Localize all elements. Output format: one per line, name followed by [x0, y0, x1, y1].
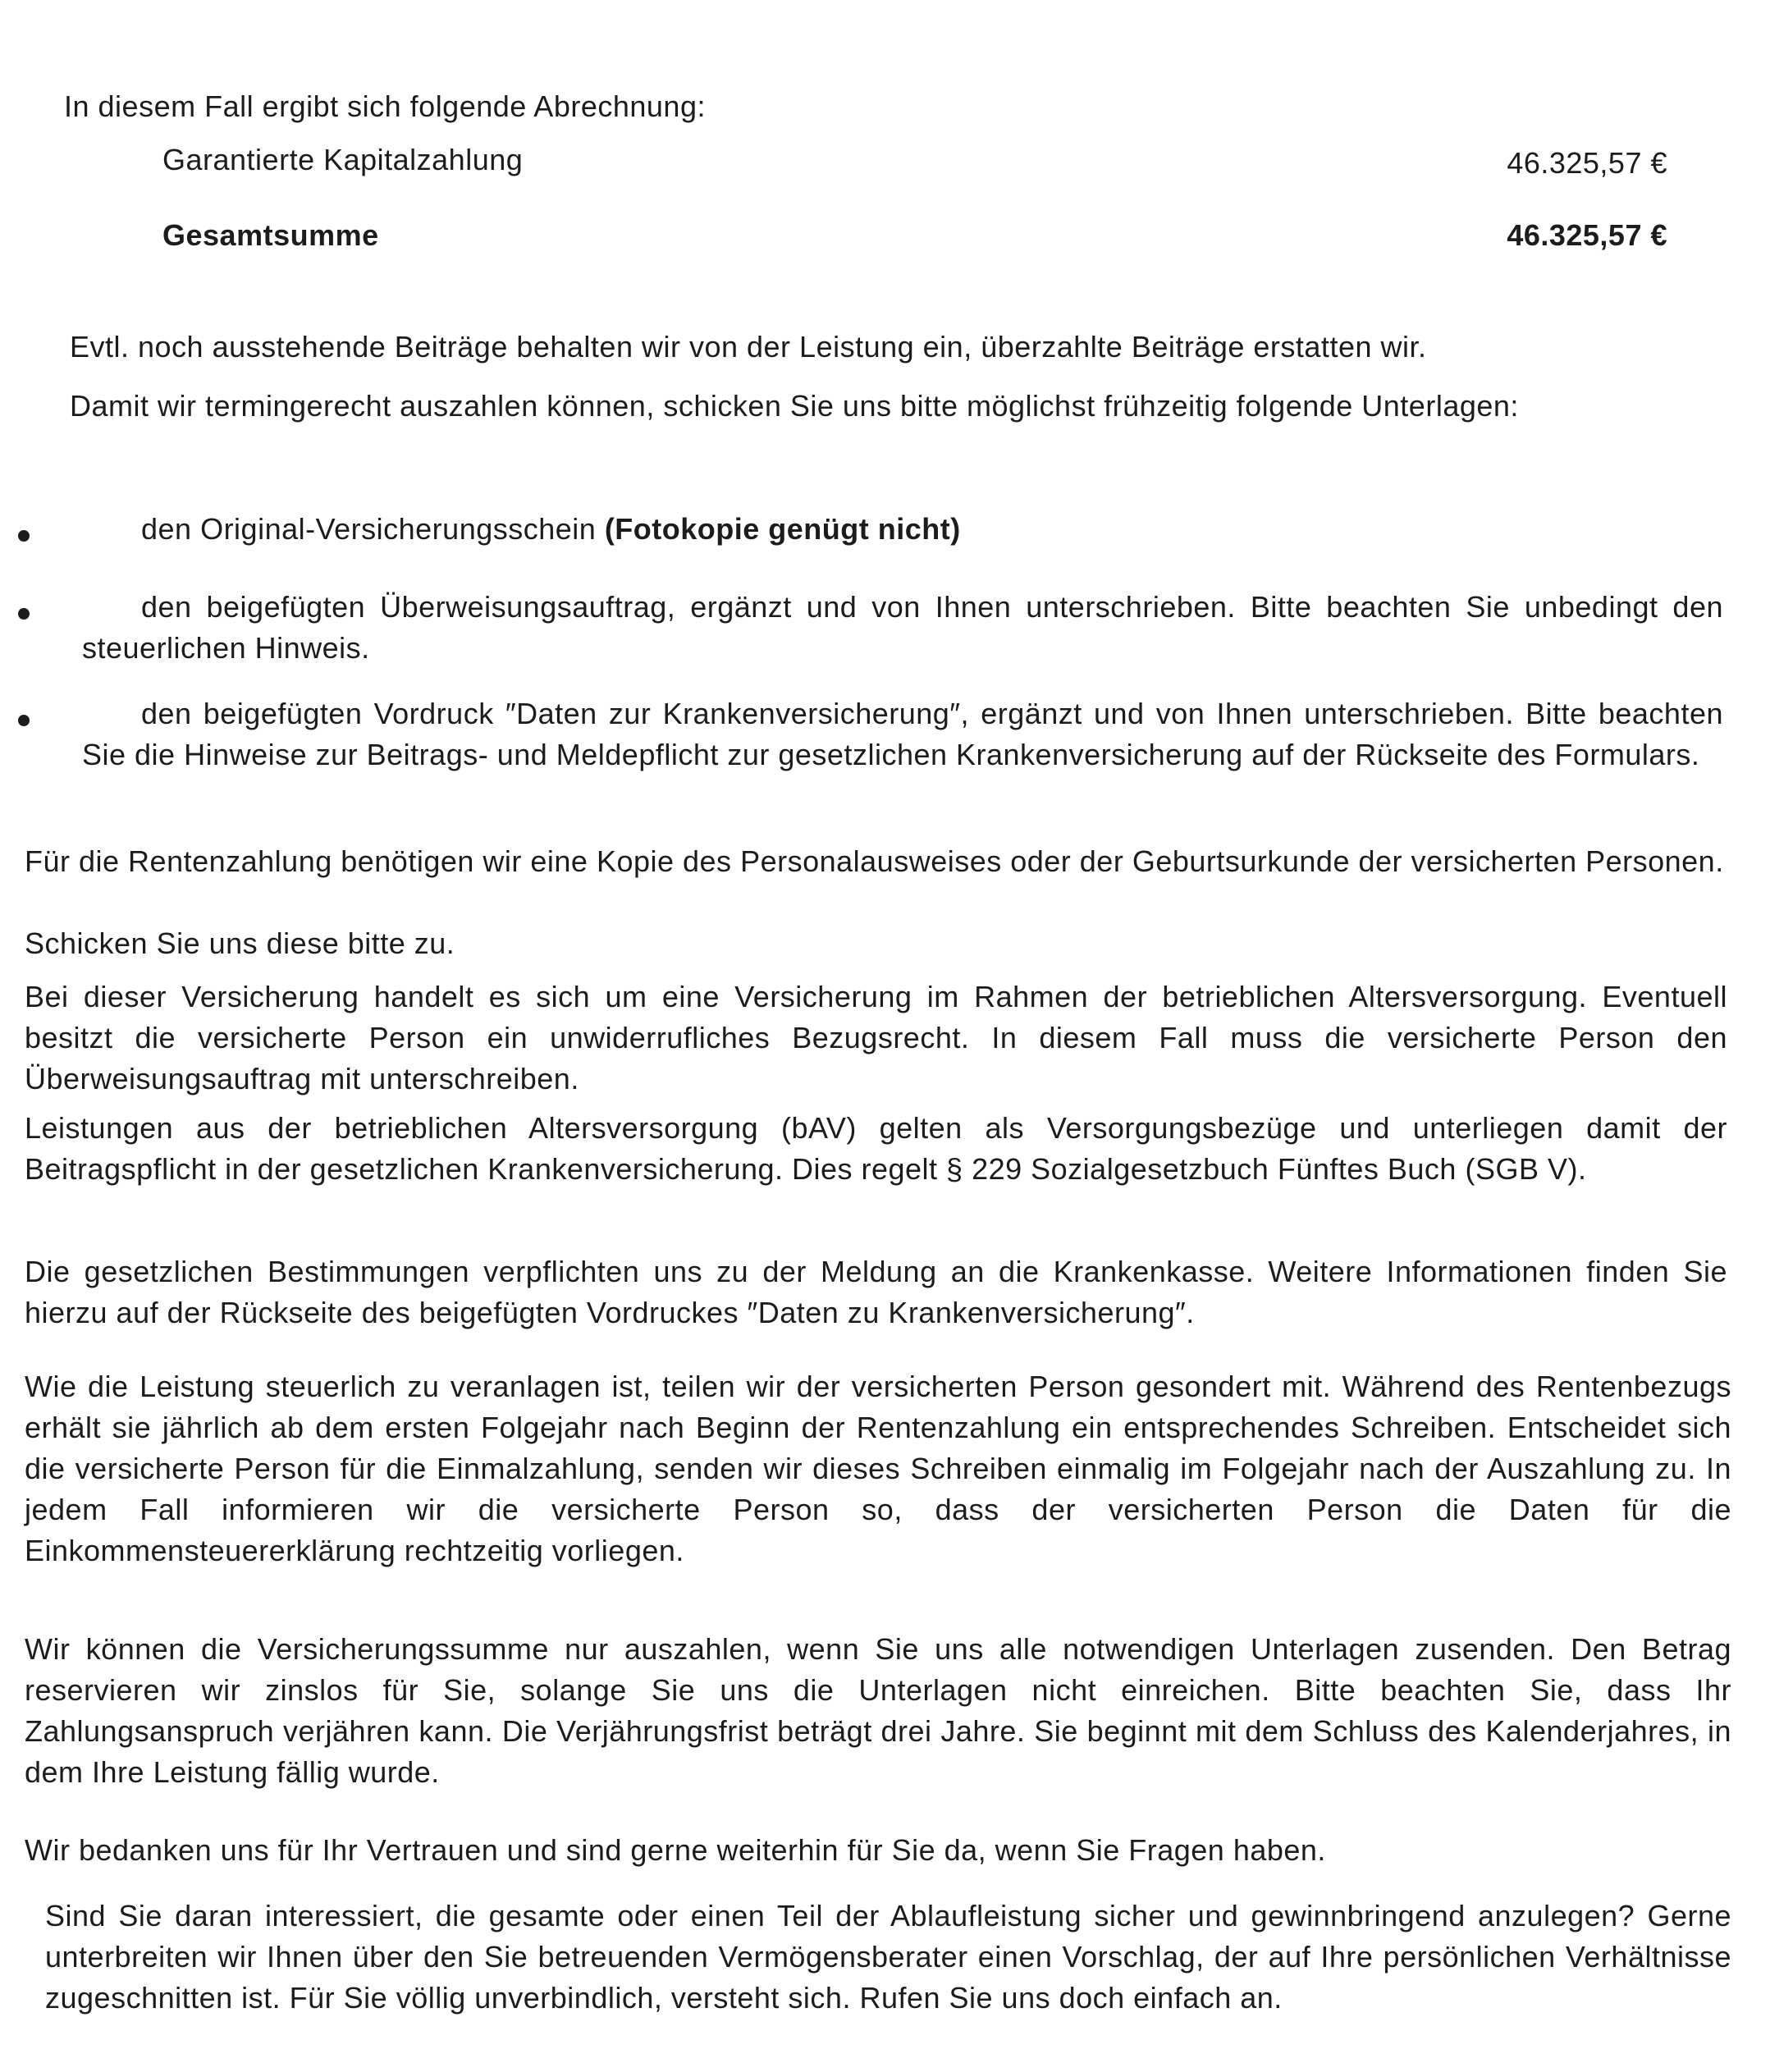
- capital-payment-amount: 46.325,57 €: [1507, 146, 1667, 180]
- paragraph-payout: Wir können die Versicherungssumme nur auszahlen, wenn Sie uns alle notwendigen Unterlagen zusenden. Den Betrag reservieren wir zinslos für Sie, solange Sie uns die Unterlagen nicht einreichen. Bitte beachten Sie, dass Ihr Zahlungsanspruch verjähren kann. Die Verjährungsfrist beträgt drei Jahre. Sie beginnt mit dem Schluss des Kalenderjahres, in dem Ihre Leistung fällig wurde.: [25, 1632, 1731, 1789]
- bullet-icon: [18, 715, 30, 726]
- paragraph-legal: Die gesetzlichen Bestimmungen verpflichten uns zu der Meldung an die Krankenkasse. Weitere Informationen finden Sie hierzu auf der Rückseite des beigefügten Vordruckes ″Daten zu Krankenversicherung″.: [25, 1255, 1727, 1329]
- list-item-transfer-order: [0, 579, 1731, 669]
- paragraph-documents-intro: Damit wir termingerecht auszahlen können, schicken Sie uns bitte möglichst frühzeitig folgende Unterlagen:: [70, 389, 1519, 423]
- settlement-intro: In diesem Fall ergibt sich folgende Abrechnung:: [64, 89, 706, 123]
- bullet-icon: [18, 608, 30, 620]
- paragraph-investment: Sind Sie daran interessiert, die gesamte oder einen Teil der Ablaufleistung sicher und gewinnbringend anzulegen? Gerne unterbreiten wir Ihnen über den Sie betreuenden Vermögensberater einen Vorschlag, der auf Ihre persönlichen Verhältnisse zugeschnitten ist. Für Sie völlig unverbindlich, versteht sich. Rufen Sie uns doch einfach an.: [45, 1899, 1731, 2015]
- list-item-policy-original: [0, 509, 1731, 558]
- paragraph-pension-copy: Für die Rentenzahlung benötigen wir eine Kopie des Personalausweises oder der Geburtsurkunde der versicherten Personen.: [25, 844, 1724, 878]
- paragraph-benefits: Leistungen aus der betrieblichen Altersversorgung (bAV) gelten als Versorgungsbezüge und unterliegen damit der Beitragspflicht in der gesetzlichen Krankenversicherung. Dies regelt § 229 Sozialgesetzbuch Fünftes Buch (SGB V).: [25, 1111, 1727, 1186]
- bullet-policy-note: (Fotokopie genügt nicht): [604, 512, 961, 546]
- paragraph-contributions: Evtl. noch ausstehende Beiträge behalten wir von der Leistung ein, überzahlte Beiträge erstatten wir.: [70, 330, 1427, 364]
- paragraph-pension-send: Schicken Sie uns diese bitte zu.: [25, 926, 455, 960]
- list-item-health-insurance-form: [0, 685, 1731, 816]
- bullet-health-form-text: den beigefügten Vordruck ″Daten zur Krankenversicherung″, ergänzt und von Ihnen unterschrieben. Bitte beachten Sie die Hinweise zur Beitrags- und Meldepflicht zur gesetzlichen Krankenversicherung auf der Rückseite des Formulars.: [82, 697, 1723, 771]
- bullet-icon: [18, 530, 30, 542]
- total-amount: 46.325,57 €: [1507, 218, 1667, 252]
- bullet-transfer-text: den beigefügten Überweisungsauftrag, ergänzt und von Ihnen unterschrieben. Bitte beachten Sie unbedingt den steuerlichen Hinweis.: [82, 590, 1723, 665]
- paragraph-thanks: Wir bedanken uns für Ihr Vertrauen und sind gerne weiterhin für Sie da, wenn Sie Fragen haben.: [25, 1833, 1326, 1867]
- paragraph-company-pension: Bei dieser Versicherung handelt es sich um eine Versicherung im Rahmen der betrieblichen Altersversorgung. Eventuell besitzt die versicherte Person ein unwiderrufliches Bezugsrecht. In diesem Fall muss die versicherte Person den Überweisungsauftrag mit unterschreiben.: [25, 980, 1727, 1095]
- paragraph-tax: Wie die Leistung steuerlich zu veranlagen ist, teilen wir der versicherten Person gesondert mit. Während des Rentenbezugs erhält sie jährlich ab dem ersten Folgejahr nach Beginn der Rentenzahlung ein entsprechendes Schreiben. Entscheidet sich die versicherte Person für die Einmalzahlung, senden wir dieses Schreiben einmalig im Folgejahr nach der Auszahlung zu. In jedem Fall informieren wir die versicherte Person so, dass der versicherten Person die Daten für die Einkommensteuererklärung rechtzeitig vorliegen.: [25, 1370, 1731, 1567]
- bullet-policy-text: den Original-Versicherungsschein: [141, 512, 597, 546]
- total-label: Gesamtsumme: [162, 218, 379, 252]
- capital-payment-label: Garantierte Kapitalzahlung: [162, 143, 524, 176]
